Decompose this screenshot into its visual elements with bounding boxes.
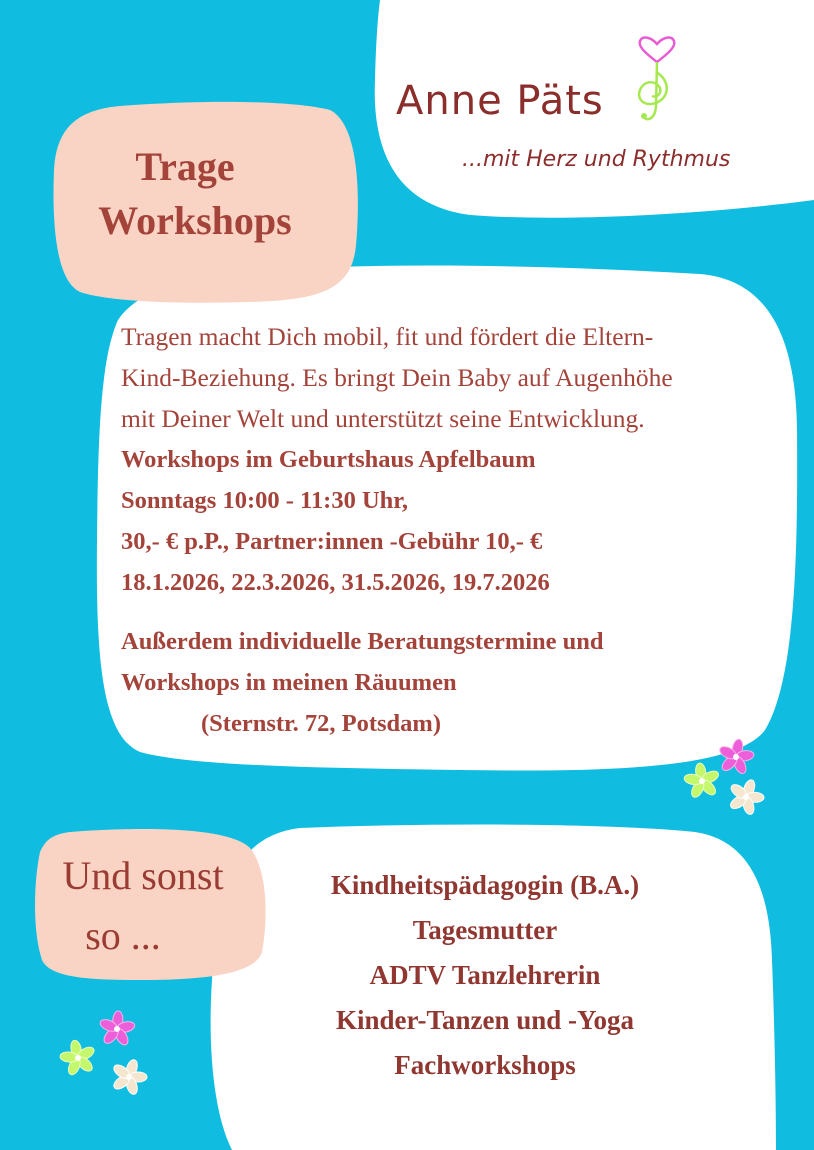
list-item: Tagesmutter <box>412 915 558 945</box>
brand-name: Anne Päts <box>396 78 604 124</box>
flower-icon <box>681 761 723 801</box>
section2-title-line2: so ... <box>85 913 161 958</box>
flower-icon <box>722 774 769 820</box>
intro-line-1: Tragen macht Dich mobil, fit und fördert die Eltern- <box>121 322 654 351</box>
list-item: Kindheitspädagogin (B.A.) <box>330 870 640 900</box>
flower-icon <box>56 1037 100 1079</box>
list-item: ADTV Tanzlehrerin <box>369 960 601 990</box>
flower-icon <box>97 1009 137 1048</box>
section1-title-line2: Workshops <box>98 198 292 243</box>
detail-location: Workshops im Geburtshaus Apfelbaum <box>121 446 536 473</box>
list-item: Fachworkshops <box>394 1050 576 1080</box>
detail-dates: 18.1.2026, 22.3.2026, 31.5.2026, 19.7.2026 <box>121 569 550 596</box>
intro-line-2: Kind-Beziehung. Es bringt Dein Baby auf Augenhöhe <box>121 363 673 392</box>
detail-time: Sonntags 10:00 - 11:30 Uhr, <box>121 487 409 514</box>
extra-line-1: Außerdem individuelle Beratungstermine und <box>121 628 604 655</box>
brand-tagline: ...mit Herz und Rythmus <box>462 147 731 172</box>
intro-line-3: mit Deiner Welt und unterstützt seine Entwicklung. <box>121 404 645 433</box>
flower-icon <box>106 1054 152 1099</box>
section2-title-line1: Und sonst <box>62 853 224 898</box>
flower-icon <box>715 736 758 777</box>
extra-line-2: Workshops in meinen Räuumen <box>121 669 457 696</box>
section1-title-line1: Trage <box>135 144 235 189</box>
extra-address: (Sternstr. 72, Potsdam) <box>201 710 441 737</box>
detail-price: 30,- € p.P., Partner:innen -Gebühr 10,- € <box>121 528 543 555</box>
list-item: Kinder-Tanzen und -Yoga <box>335 1005 635 1035</box>
